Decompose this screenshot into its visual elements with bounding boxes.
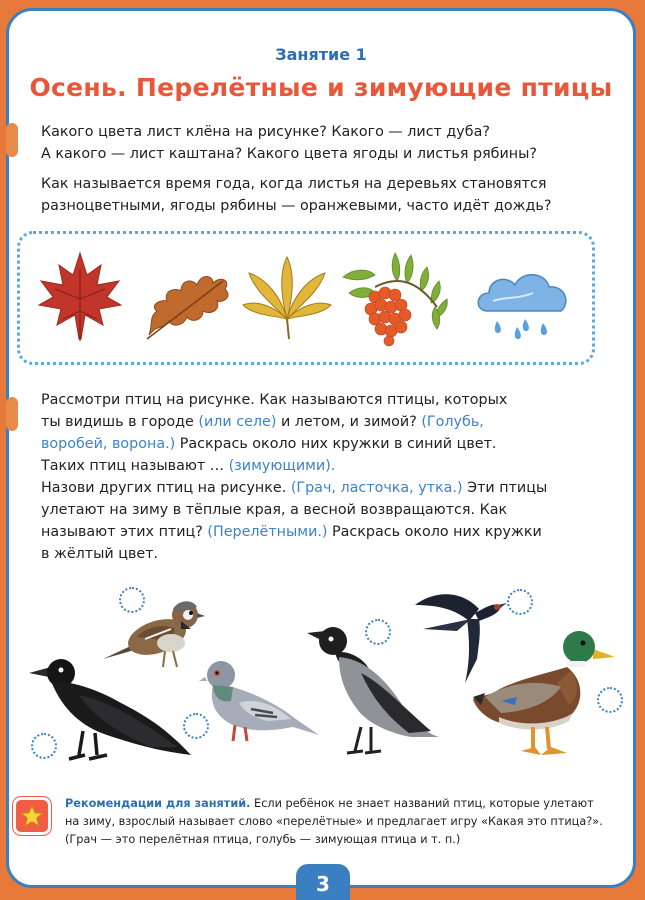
answer-text: (зимующими). <box>228 458 336 474</box>
text-run: Если ребёнок не знает названий птиц, которые улетают <box>250 797 594 810</box>
recommendation-line: на зиму, взрослый называет слово «перелётные» и предлагает игру «Какая это птица?». <box>65 815 603 828</box>
answer-text: (Грач, ласточка, утка.) <box>290 480 463 496</box>
task-1-line: А какого — лист каштана? Какого цвета ягоды и листья рябины? <box>41 146 538 162</box>
oak-leaf-icon <box>139 257 239 341</box>
color-circle-swallow[interactable] <box>507 589 533 615</box>
text-run: Эти птицы <box>462 480 548 496</box>
recommendation-line <box>65 795 617 813</box>
task-1-line: Какого цвета лист клёна на рисунке? Какого — лист дуба? <box>41 124 490 140</box>
task-2-text <box>41 389 561 477</box>
duck-icon <box>471 627 617 767</box>
task-3-line: улетают на зиму в тёплые края, а весной возвращаются. Как <box>41 502 508 518</box>
page-title: Осень. Перелётные и зимующие птицы <box>29 73 613 102</box>
recommendation-line: (Грач — это перелётная птица, голубь — зимующая птица и т. п.) <box>65 833 461 846</box>
text-run: Раскрась около них кружки в синий цвет. <box>175 436 497 452</box>
task-2-line <box>41 455 561 477</box>
lesson-label: Занятие 1 <box>275 45 367 64</box>
rowan-berries-icon <box>335 247 461 347</box>
task-3-line: в жёлтый цвет. <box>41 546 159 562</box>
star-icon <box>21 805 43 827</box>
crow-icon <box>305 623 445 763</box>
maple-leaf-icon <box>35 249 125 345</box>
task-2-line <box>41 433 561 455</box>
text-run: Назови других птиц на рисунке. <box>41 480 291 496</box>
answer-text: (Перелётными.) <box>207 524 328 540</box>
text-run: ты видишь в городе <box>41 414 199 430</box>
text-run: Таких птиц называют … <box>41 458 229 474</box>
pigeon-icon <box>199 657 321 747</box>
task-2-line: Рассмотри птиц на рисунке. Как называются птицы, которых <box>41 392 508 408</box>
text-run: называют этих птиц? <box>41 524 208 540</box>
recommendation-heading: Рекомендации для занятий. <box>65 797 251 810</box>
answer-text: (Голубь, <box>421 414 484 430</box>
text-run: и летом, и зимой? <box>276 414 422 430</box>
task-1-text <box>41 121 601 217</box>
recommendation-text <box>65 795 617 849</box>
answer-text: (или селе) <box>198 414 277 430</box>
task-3-text <box>41 477 581 565</box>
task-marker-2 <box>6 397 18 431</box>
chestnut-leaf-icon <box>241 253 333 341</box>
task-1-line: Как называется время года, когда листья на деревьях становятся <box>41 176 547 192</box>
text-run: Раскрась около них кружки <box>327 524 542 540</box>
task-1-line: разноцветными, ягоды рябины — оранжевыми, часто идёт дождь? <box>41 198 552 214</box>
task-3-line <box>41 521 581 543</box>
rook-icon <box>27 655 193 771</box>
task-marker-1 <box>6 123 18 157</box>
page <box>6 8 636 896</box>
task-2-line <box>41 411 561 433</box>
recommendation-badge <box>13 797 51 835</box>
rain-cloud-icon <box>473 263 573 347</box>
page-number: 3 <box>296 864 350 900</box>
answer-text: воробей, ворона.) <box>41 436 176 452</box>
task-3-line <box>41 477 581 499</box>
